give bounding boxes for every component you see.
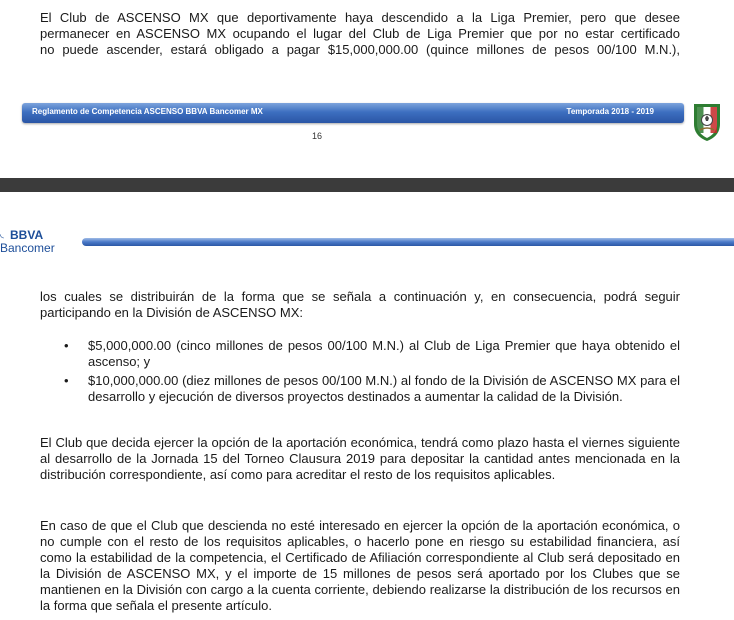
document-page-17: [0, 192, 734, 620]
bullet-icon: •: [64, 373, 69, 388]
footer-document-title: Reglamento de Competencia ASCENSO BBVA Bancomer MX: [32, 107, 263, 116]
document-page-16: [0, 0, 734, 178]
list-item: [64, 373, 680, 405]
page-header-bar: [82, 238, 734, 246]
distribution-list: [64, 338, 680, 408]
list-item-text: $10,000,000.00 (diez millones de pesos 00/100 M.N.) al fondo de la División de ASCENSO MX para el desarrollo y ejecución de diversos proyectos destinados a aumentar la calidad de la División.: [88, 373, 680, 404]
paragraph-payment-deadline: El Club que decida ejercer la opción de la aportación económica, tendrá como plazo hasta el viernes siguiente al desarrollo de la Jornada 15 del Torneo Clausura 2019 para depositar la cantidad antes mencionada en la distribución correspondiente, así como para acreditar el resto de los requisitos aplicables.: [40, 435, 680, 482]
bullet-icon: •: [64, 338, 69, 353]
paragraph-line: permanecer en ASCENSO MX ocupando el lugar del Club de Liga Premier que por no estar certificado: [40, 26, 680, 41]
page-number: 16: [312, 131, 323, 141]
logo-line-bbva: BBVA: [10, 228, 44, 242]
logo-line-bancomer: Bancomer: [0, 241, 55, 255]
mexican-football-federation-crest-icon: [690, 100, 724, 142]
paragraph-certificate-deposit: En caso de que el Club que descienda no esté interesado en ejercer la opción de la aportación económica, o no cumple con el resto de los requisitos aplicables, o hacerlo pone en riesgo su estabilidad financiera, así como la estabilidad de la competencia, el Certificado de Afiliación correspondiente al Club será depositado en la División de ASCENSO MX, y el importe de 15 millones de pesos será aportado por los Clubes que se mantienen en la División con cargo a la cuenta corriente, debiendo realizarse la distribución de los recursos en la forma que señala el presente artículo.: [40, 518, 680, 613]
paragraph-descended-club: [40, 10, 680, 58]
paragraph-line: El Club de ASCENSO MX que deportivamente haya descendido a la Liga Premier, pero que desee: [40, 10, 680, 25]
paragraph-line: no puede ascender, estará obligado a pagar $15,000,000.00 (quince millones de pesos 00/100 M.N.),: [40, 42, 680, 57]
list-item-text: $5,000,000.00 (cinco millones de pesos 00/100 M.N.) al Club de Liga Premier que haya obtenido el ascenso; y: [88, 338, 680, 369]
paragraph-distribution-intro: los cuales se distribuirán de la forma que se señala a continuación y, en consecuencia, podrá seguir participando en la División de ASCENSO MX:: [40, 289, 680, 320]
list-item: [64, 338, 680, 370]
page-separator: [0, 178, 734, 192]
logo-mark-icon: ◟: [0, 229, 4, 240]
page-footer-bar: [22, 103, 684, 123]
footer-season: Temporada 2018 - 2019: [566, 107, 654, 116]
